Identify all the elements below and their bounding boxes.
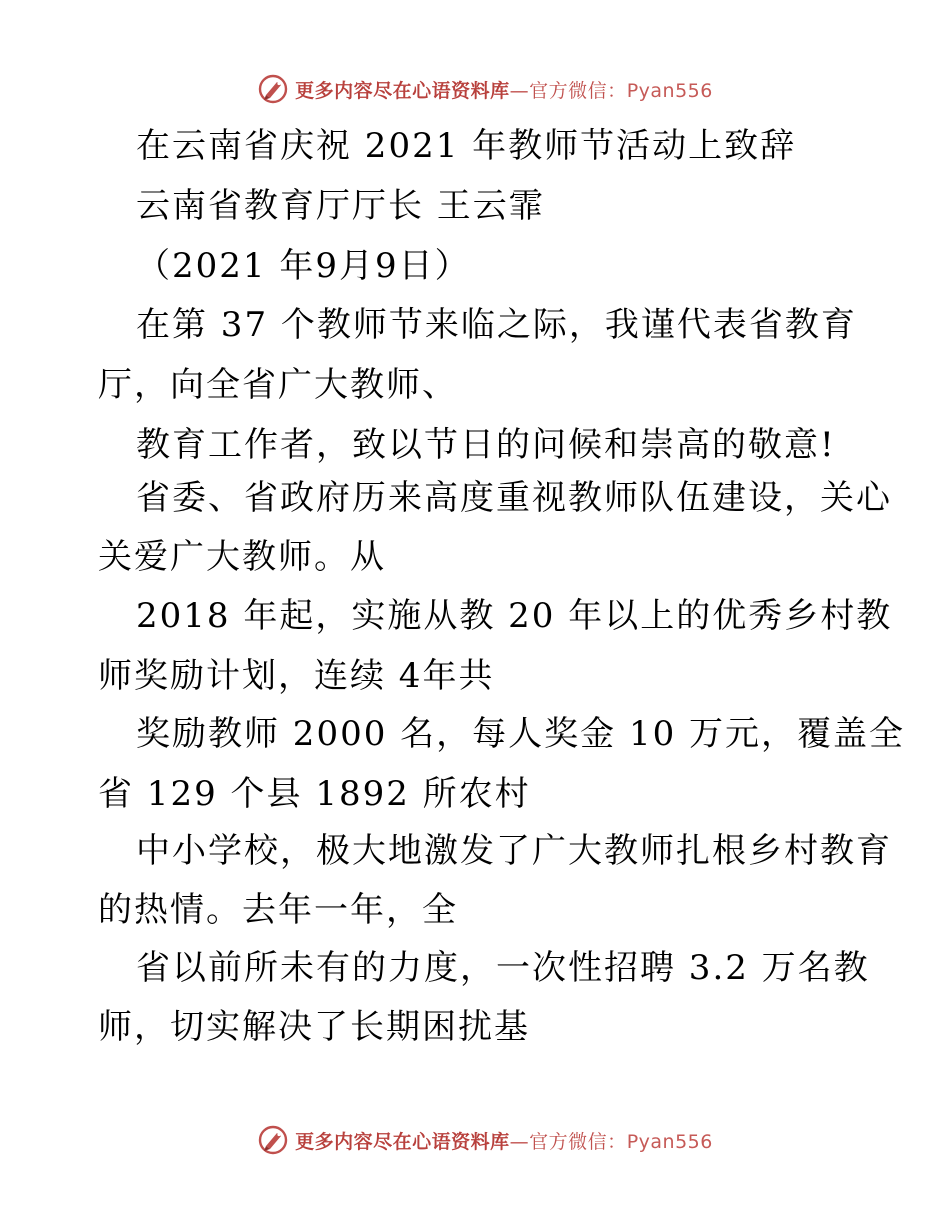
paragraph-line: 奖励教师 2000 名，每人奖金 10 万元，覆盖全 bbox=[136, 714, 906, 754]
banner-dash: — bbox=[509, 1130, 530, 1153]
speech-title: 在云南省庆祝 2021 年教师节活动上致辞 bbox=[136, 126, 797, 166]
banner-wechat-id: Pyan556 bbox=[626, 79, 713, 102]
banner-content bbox=[257, 73, 713, 105]
pen-logo-icon bbox=[257, 73, 289, 105]
banner-dash: — bbox=[509, 79, 530, 102]
pen-logo-icon bbox=[257, 1124, 289, 1156]
banner-official: 官方微信： bbox=[529, 79, 627, 102]
banner-text bbox=[295, 1127, 713, 1154]
paragraph-line: 教育工作者，致以节日的问候和崇高的敬意! bbox=[136, 425, 836, 465]
banner-content bbox=[257, 1124, 713, 1156]
paragraph-line: 师，切实解决了长期困扰基 bbox=[98, 1007, 530, 1047]
banner-lead: 更多内容尽在心语资料库 bbox=[295, 1130, 510, 1153]
paragraph-line: 中小学校，极大地激发了广大教师扎根乡村教育 bbox=[136, 831, 892, 871]
paragraph-line: 2018 年起，实施从教 20 年以上的优秀乡村教 bbox=[136, 596, 893, 636]
paragraph-line: 省委、省政府历来高度重视教师队伍建设，关心 bbox=[136, 478, 892, 518]
footer-banner bbox=[0, 1123, 950, 1157]
banner-wechat-id: Pyan556 bbox=[626, 1130, 713, 1153]
header-banner bbox=[0, 72, 950, 106]
paragraph-line: 的热情。去年一年，全 bbox=[98, 890, 458, 930]
paragraph-line: 师奖励计划，连续 4年共 bbox=[98, 656, 495, 696]
date-line: （2021 年9月9日） bbox=[136, 246, 471, 286]
speaker-line: 云南省教育厅厅长 王云霏 bbox=[136, 186, 545, 226]
paragraph-line: 省 129 个县 1892 所农村 bbox=[98, 774, 531, 814]
paragraph-line: 省以前所未有的力度，一次性招聘 3.2 万名教 bbox=[136, 948, 870, 988]
banner-lead: 更多内容尽在心语资料库 bbox=[295, 79, 510, 102]
banner-official: 官方微信： bbox=[529, 1130, 627, 1153]
banner-text bbox=[295, 76, 713, 103]
paragraph-line: 关爱广大教师。从 bbox=[98, 537, 386, 577]
paragraph-line: 在第 37 个教师节来临之际，我谨代表省教育 bbox=[136, 305, 857, 345]
paragraph-line: 厅，向全省广大教师、 bbox=[98, 365, 458, 405]
